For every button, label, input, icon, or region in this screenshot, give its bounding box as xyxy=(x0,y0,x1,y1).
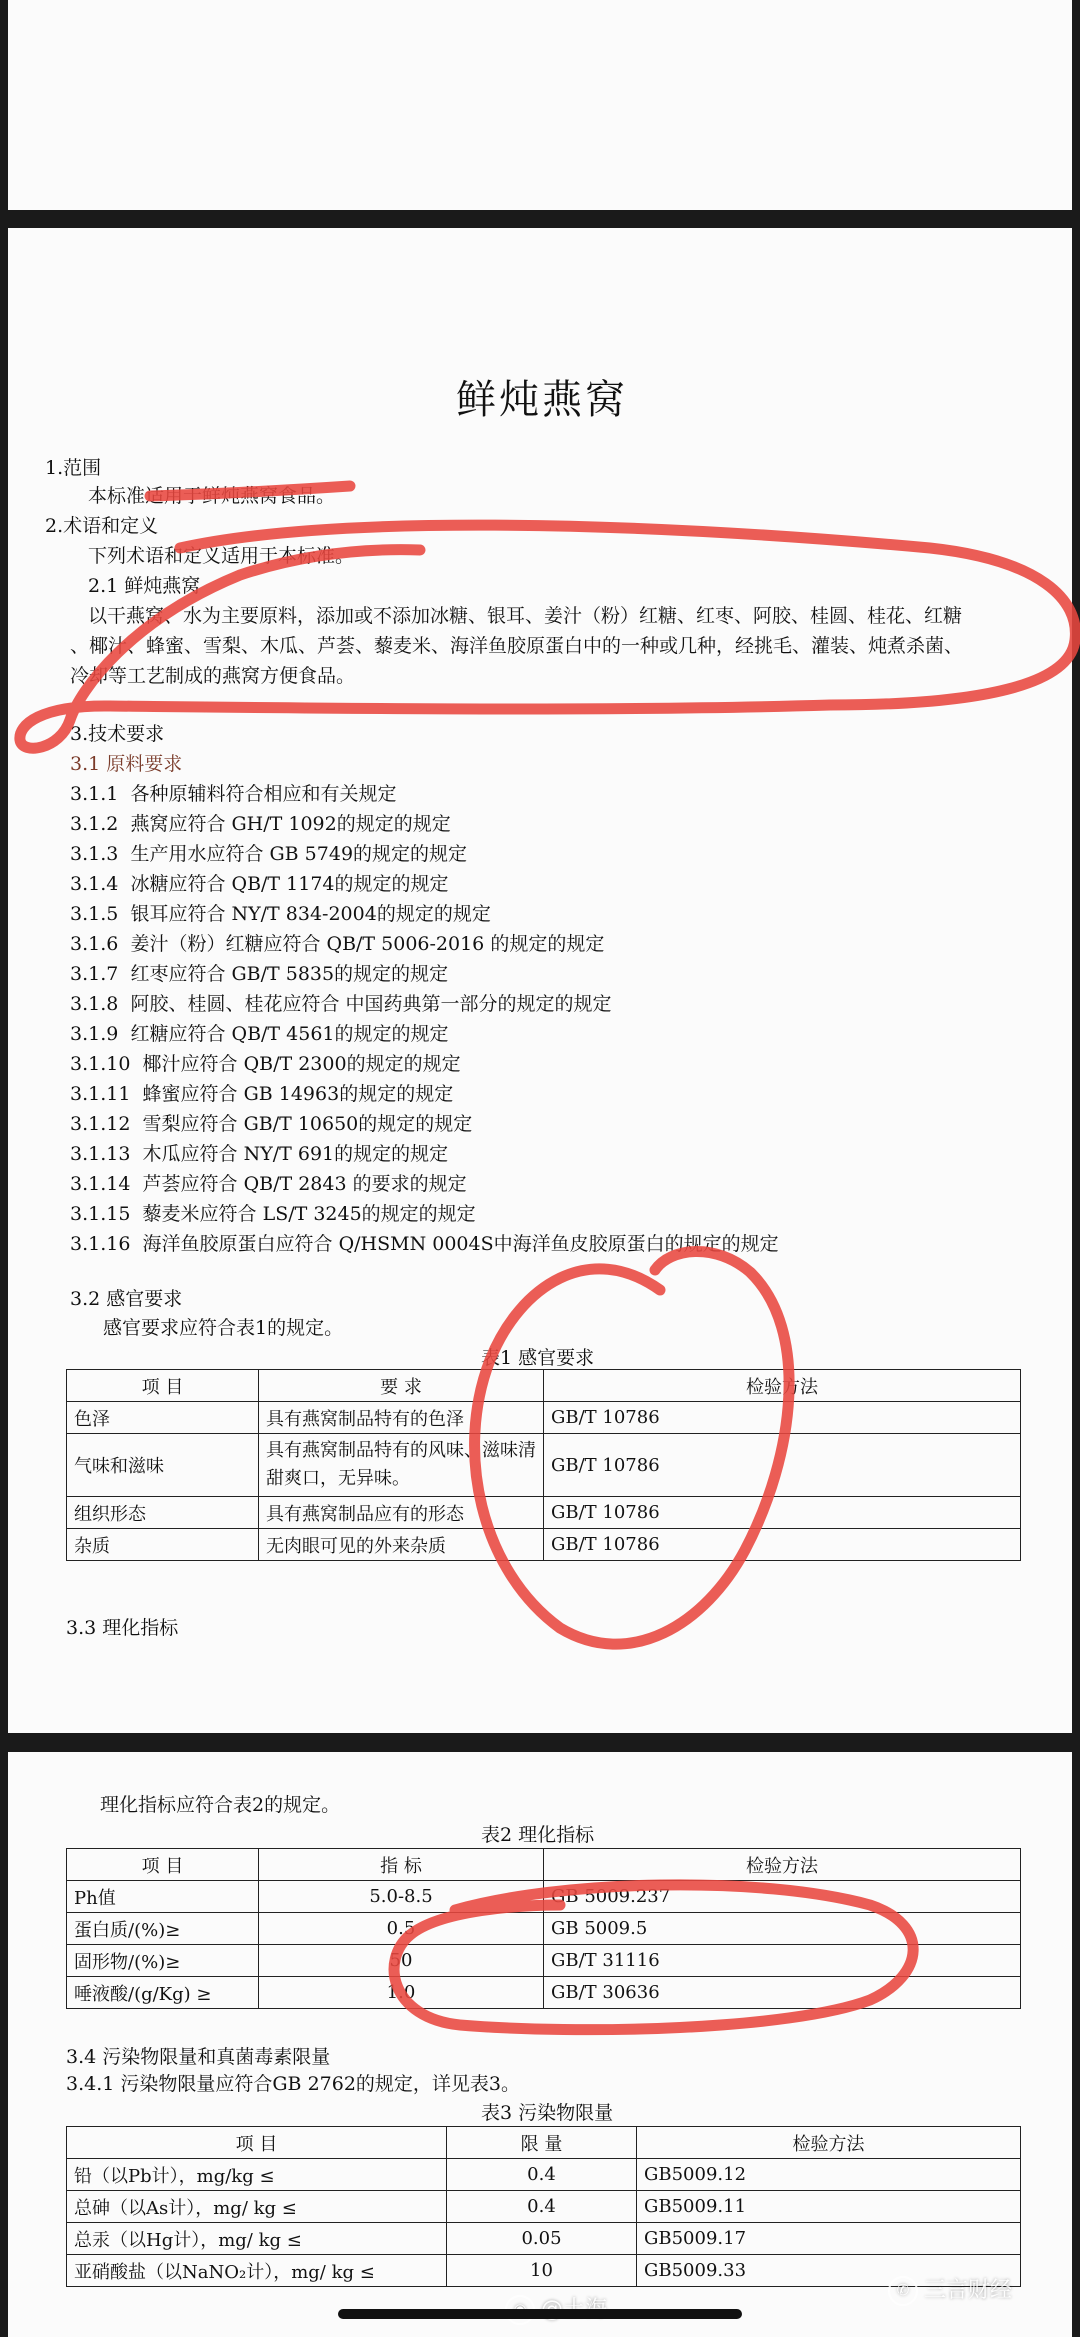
wechat-watermark: ✆ 三言财经 xyxy=(888,2273,1012,2306)
list-item: 3.1.11 蜂蜜应符合 GB 14963的规定的规定 xyxy=(70,1083,454,1105)
table-cell: 无肉眼可见的外来杂质 xyxy=(259,1529,544,1561)
section-2-1-heading: 2.1 鲜炖燕窝 xyxy=(88,575,201,597)
list-item: 3.1.9 红糖应符合 QB/T 4561的规定的规定 xyxy=(70,1023,449,1045)
table-cell: 唾液酸/(g/Kg) ≥ xyxy=(67,1977,259,2009)
section-3-3-heading: 3.3 理化指标 xyxy=(66,1617,179,1639)
section-1-text: 本标准适用于鲜炖燕窝食品。 xyxy=(88,485,336,507)
table-cell: GB5009.33 xyxy=(637,2255,1021,2287)
table-cell: 组织形态 xyxy=(67,1497,259,1529)
section-2-text: 下列术语和定义适用于本标准。 xyxy=(88,545,355,567)
table-cell: 总砷（以As计），mg/ kg ≤ xyxy=(67,2191,447,2223)
table-row xyxy=(67,1497,1021,1529)
list-item: 3.1.13 木瓜应符合 NY/T 691的规定的规定 xyxy=(70,1143,449,1165)
table-cell: 1.0 xyxy=(259,1977,544,2009)
section-3-heading: 3.技术要求 xyxy=(70,723,165,745)
table-cell: 具有燕窝制品特有的色泽 xyxy=(259,1402,544,1434)
table-2-caption: 表2 理化指标 xyxy=(481,1824,595,1846)
table-3 xyxy=(66,2126,1021,2287)
table-cell: 蛋白质/(%)≥ xyxy=(67,1913,259,1945)
table-cell: GB5009.17 xyxy=(637,2223,1021,2255)
table-cell: 50 xyxy=(259,1945,544,1977)
document-title: 鲜炖燕窝 xyxy=(456,377,628,423)
table-cell: 0.4 xyxy=(447,2159,637,2191)
list-item: 3.1.10 椰汁应符合 QB/T 2300的规定的规定 xyxy=(70,1053,461,1075)
table-header-cell: 项 目 xyxy=(67,2127,447,2159)
table-cell: 固形物/(%)≥ xyxy=(67,1945,259,1977)
document-page-3 xyxy=(8,1752,1072,2337)
table-cell: 杂质 xyxy=(67,1529,259,1561)
list-item: 3.1.14 芦荟应符合 QB/T 2843 的要求的规定 xyxy=(70,1173,467,1195)
section-3-4-heading: 3.4 污染物限量和真菌毒素限量 xyxy=(66,2046,331,2068)
section-3-1-heading: 3.1 原料要求 xyxy=(70,753,183,775)
table-cell: 0.5 xyxy=(259,1913,544,1945)
table-row xyxy=(67,1434,1021,1497)
table-cell: 10 xyxy=(447,2255,637,2287)
list-item: 3.1.8 阿胶、桂圆、桂花应符合 中国药典第一部分的规定的规定 xyxy=(70,993,612,1015)
table-header-cell: 要 求 xyxy=(259,1370,544,1402)
table-cell: GB/T 10786 xyxy=(544,1402,1021,1434)
table-cell: GB/T 10786 xyxy=(544,1434,1021,1497)
table-header-row xyxy=(67,1370,1021,1402)
table-cell: GB5009.11 xyxy=(637,2191,1021,2223)
table-row xyxy=(67,2223,1021,2255)
table-row xyxy=(67,1402,1021,1434)
list-item: 3.1.6 姜汁（粉）红糖应符合 QB/T 5006-2016 的规定的规定 xyxy=(70,933,605,955)
table-1-caption: 表1 感官要求 xyxy=(481,1347,595,1369)
table-cell: 具有燕窝制品特有的风味、滋味清甜爽口，无异味。 xyxy=(259,1434,544,1497)
table-1 xyxy=(66,1369,1021,1561)
table-cell: GB5009.12 xyxy=(637,2159,1021,2191)
table-cell: 0.05 xyxy=(447,2223,637,2255)
table-cell: GB/T 10786 xyxy=(544,1529,1021,1561)
table-row xyxy=(67,2255,1021,2287)
table-header-cell: 检验方法 xyxy=(637,2127,1021,2159)
section-3-2-text: 感官要求应符合表1的规定。 xyxy=(103,1317,344,1339)
table-header-cell: 检验方法 xyxy=(544,1849,1021,1881)
wechat-icon: ✆ xyxy=(888,2276,918,2306)
table-header-row xyxy=(67,2127,1021,2159)
home-indicator[interactable] xyxy=(338,2309,742,2319)
table-cell: 亚硝酸盐（以NaNO₂计），mg/ kg ≤ xyxy=(67,2255,447,2287)
list-item: 3.1.15 藜麦米应符合 LS/T 3245的规定的规定 xyxy=(70,1203,476,1225)
table-cell: GB/T 31116 xyxy=(544,1945,1021,1977)
table-row xyxy=(67,1945,1021,1977)
section-3-4-1-text: 3.4.1 污染物限量应符合GB 2762的规定，详见表3。 xyxy=(66,2073,521,2095)
list-item: 3.1.7 红枣应符合 GB/T 5835的规定的规定 xyxy=(70,963,449,985)
document-page-2 xyxy=(8,228,1072,1733)
section-3-3-text: 理化指标应符合表2的规定。 xyxy=(100,1794,341,1816)
table-cell: GB/T 30636 xyxy=(544,1977,1021,2009)
table-header-cell: 项 目 xyxy=(67,1849,259,1881)
list-item: 3.1.4 冰糖应符合 QB/T 1174的规定的规定 xyxy=(70,873,449,895)
table-cell: GB 5009.237 xyxy=(544,1881,1021,1913)
list-item: 3.1.2 燕窝应符合 GH/T 1092的规定的规定 xyxy=(70,813,451,835)
table-cell: GB 5009.5 xyxy=(544,1913,1021,1945)
table-row xyxy=(67,2191,1021,2223)
list-item: 3.1.12 雪梨应符合 GB/T 10650的规定的规定 xyxy=(70,1113,473,1135)
table-header-row xyxy=(67,1849,1021,1881)
table-cell: 0.4 xyxy=(447,2191,637,2223)
list-item: 3.1.3 生产用水应符合 GB 5749的规定的规定 xyxy=(70,843,468,865)
table-cell: 色泽 xyxy=(67,1402,259,1434)
list-item: 3.1.16 海洋鱼胶原蛋白应符合 Q/HSMN 0004S中海洋鱼皮胶原蛋白的规定的规定 xyxy=(70,1233,779,1255)
table-header-cell: 指 标 xyxy=(259,1849,544,1881)
section-2-heading: 2.术语和定义 xyxy=(45,515,159,537)
section-2-1-line-3: 冷却等工艺制成的燕窝方便食品。 xyxy=(70,665,356,687)
table-cell: 具有燕窝制品应有的形态 xyxy=(259,1497,544,1529)
table-cell: GB/T 10786 xyxy=(544,1497,1021,1529)
section-3-2-heading: 3.2 感官要求 xyxy=(70,1288,183,1310)
table-3-caption: 表3 污染物限量 xyxy=(481,2102,614,2124)
table-cell: 气味和滋味 xyxy=(67,1434,259,1497)
table-header-cell: 检验方法 xyxy=(544,1370,1021,1402)
table-row xyxy=(67,1913,1021,1945)
table-cell: 5.0-8.5 xyxy=(259,1881,544,1913)
table-row xyxy=(67,1529,1021,1561)
table-cell: Ph值 xyxy=(67,1881,259,1913)
section-2-1-line-1: 以干燕窝、水为主要原料，添加或不添加冰糖、银耳、姜汁（粉）红糖、红枣、阿胶、桂圆、桂花、红糖 xyxy=(88,605,963,627)
section-1-heading: 1.范围 xyxy=(45,457,102,479)
list-item: 3.1.1 各种原辅料符合相应和有关规定 xyxy=(70,783,397,805)
table-row xyxy=(67,2159,1021,2191)
table-cell: 铅（以Pb计），mg/kg ≤ xyxy=(67,2159,447,2191)
table-header-cell: 项 目 xyxy=(67,1370,259,1402)
table-row xyxy=(67,1977,1021,2009)
table-2 xyxy=(66,1848,1021,2009)
list-item: 3.1.5 银耳应符合 NY/T 834-2004的规定的规定 xyxy=(70,903,491,925)
section-2-1-line-2: 、椰汁、蜂蜜、雪梨、木瓜、芦荟、藜麦米、海洋鱼胶原蛋白中的一种或几种，经挑毛、灌装、炖煮杀菌、 xyxy=(70,635,964,657)
table-header-cell: 限 量 xyxy=(447,2127,637,2159)
document-page-1 xyxy=(8,0,1072,210)
table-row xyxy=(67,1881,1021,1913)
table-cell: 总汞（以Hg计），mg/ kg ≤ xyxy=(67,2223,447,2255)
